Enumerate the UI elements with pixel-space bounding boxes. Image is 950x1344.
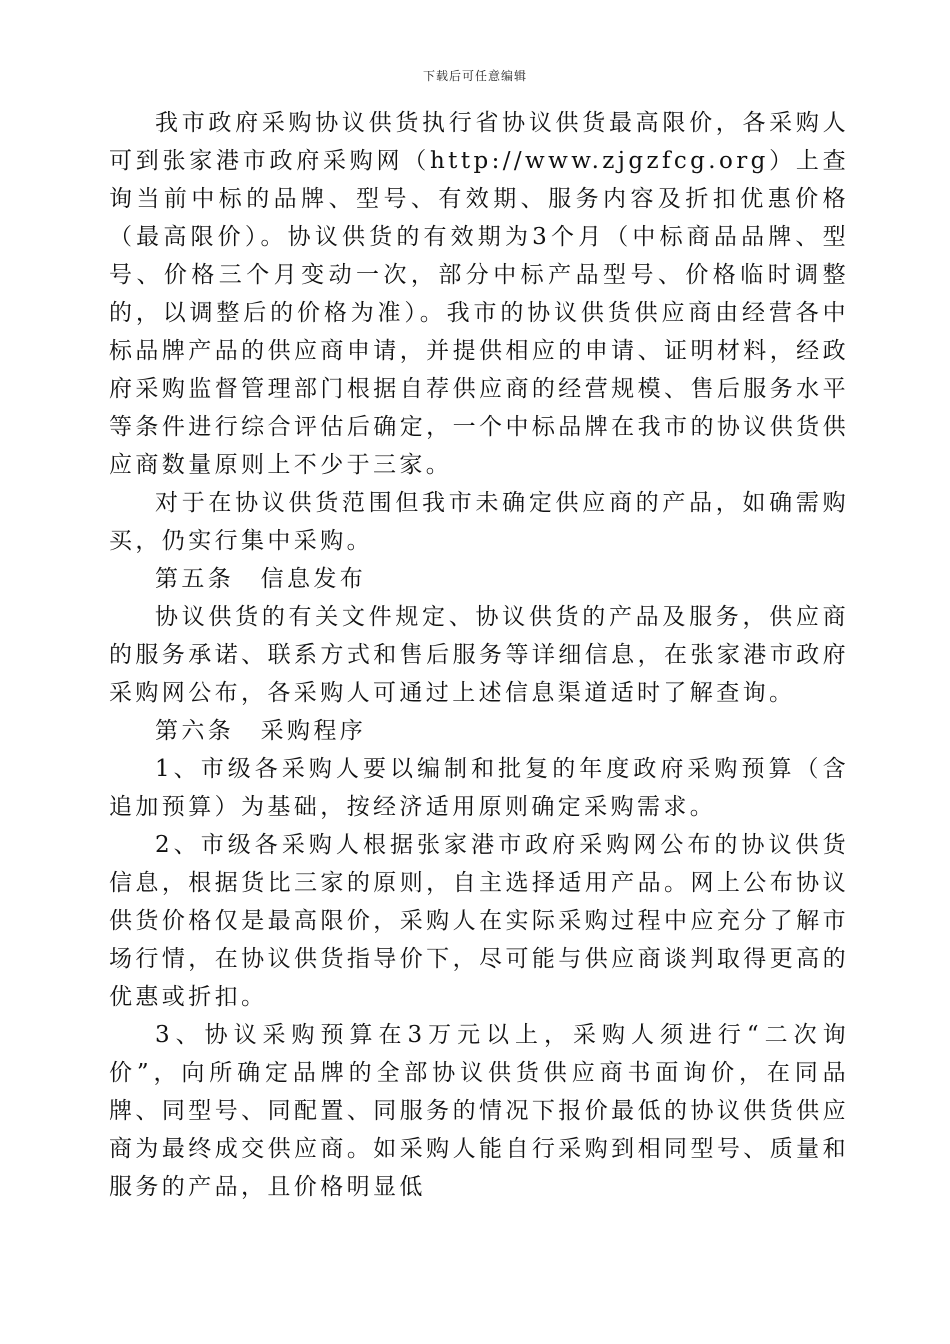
paragraph-centralized-purchase: 对于在协议供货范围但我市未确定供应商的产品，如确需购买，仍实行集中采购。 — [109, 490, 849, 554]
paragraph-info-release: 协议供货的有关文件规定、协议供货的产品及服务，供应商的服务承诺、联系方式和售后服务等详细信息，在张家港市政府采购网公布，各采购人可通过上述信息渠道适时了解查询。 — [109, 604, 849, 706]
document-body — [109, 104, 849, 1206]
article-5-heading: 第五条 信息发布 — [155, 566, 367, 592]
paragraph-procedure-1: 1、市级各采购人要以编制和批复的年度政府采购预算（含追加预算）为基础，按经济适用原则确定采购需求。 — [109, 756, 849, 820]
paragraph-price-limit: 我市政府采购协议供货执行省协议供货最高限价，各采购人可到张家港市政府采购网（http://www.zjgzfcg.org）上查询当前中标的品牌、型号、有效期、服务内容及折扣优惠价格（最高限价）。协议供货的有效期为3个月（中标商品品牌、型号、价格三个月变动一次，部分中标产品型号、价格临时调整的，以调整后的价格为准）。我市的协议供货供应商由经营各中标品牌产品的供应商申请，并提供相应的申请、证明材料，经政府采购监督管理部门根据自荐供应商的经营规模、售后服务水平等条件进行综合评估后确定，一个中标品牌在我市的协议供货供应商数量原则上不少于三家。 — [109, 110, 849, 478]
page-header: 下载后可任意编辑 — [422, 69, 527, 83]
paragraph-procedure-3: 3、协议采购预算在3万元以上，采购人须进行“二次询价”，向所确定品牌的全部协议供货供应商书面询价，在同品牌、同型号、同配置、同服务的情况下报价最低的协议供货供应商为最终成交供应商。如采购人能自行采购到相同型号、质量和服务的产品，且价格明显低 — [109, 1022, 849, 1200]
paragraph-procedure-2: 2、市级各采购人根据张家港市政府采购网公布的协议供货信息，根据货比三家的原则，自主选择适用产品。网上公布协议供货价格仅是最高限价，采购人在实际采购过程中应充分了解市场行情，在协议供货指导价下，尽可能与供应商谈判取得更高的优惠或折扣。 — [109, 832, 849, 1010]
article-6-heading: 第六条 采购程序 — [155, 718, 367, 744]
